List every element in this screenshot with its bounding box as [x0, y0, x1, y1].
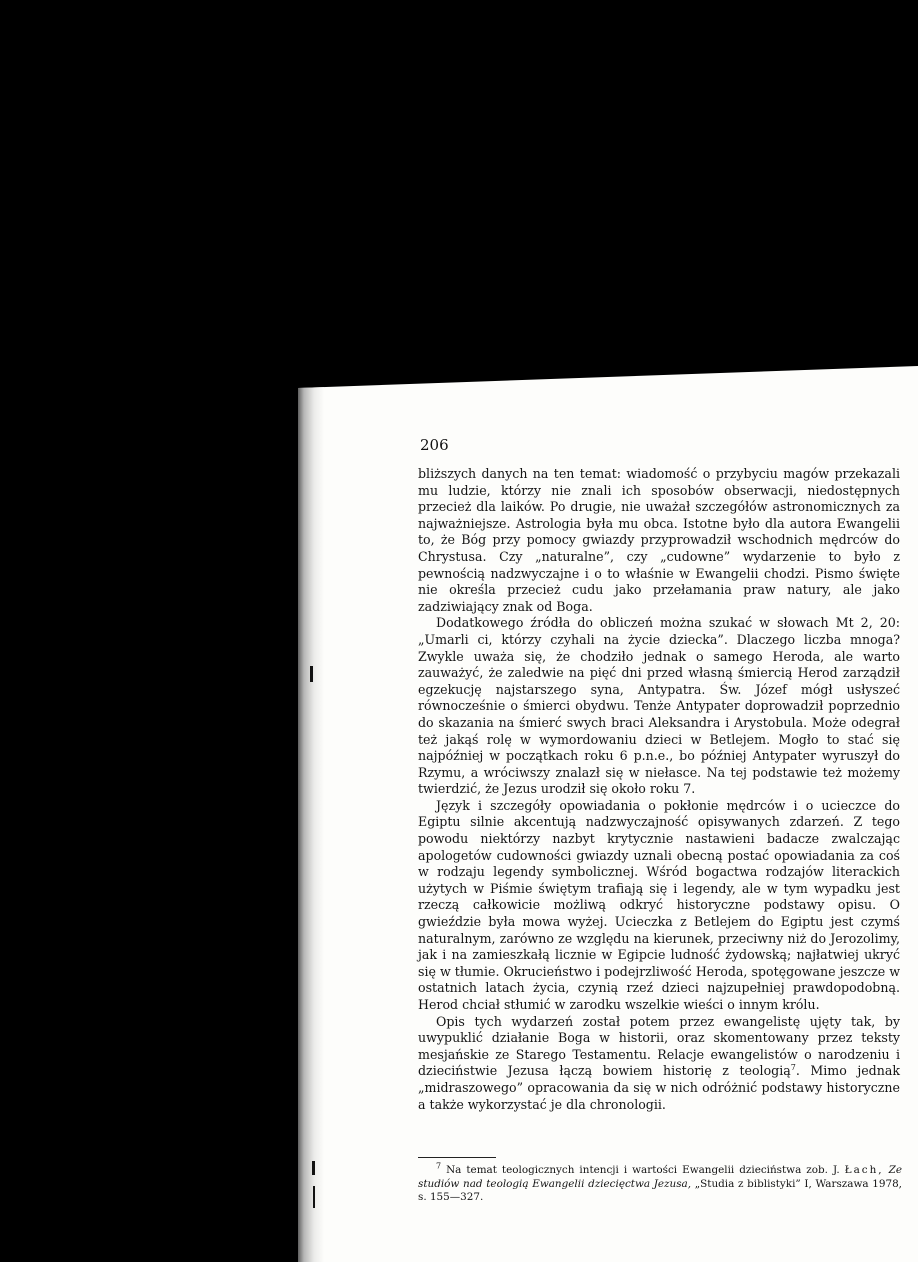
footnote: [418, 1161, 902, 1205]
edge-mark: [310, 666, 313, 682]
page-number: 206: [420, 436, 449, 454]
footnote-title: Ze studiów nad teologią Ewangelii dziecięctwa Jezusa,: [418, 1164, 902, 1190]
footnote-divider: [418, 1157, 496, 1158]
body-text: [418, 466, 900, 1113]
footnote-source: „Studia z biblistyki” I, Warszawa 1978, s. 155—327.: [418, 1177, 902, 1203]
edge-mark: [313, 1186, 315, 1208]
paragraph: Opis tych wydarzeń został potem przez ewangelistę ujęty tak, by uwypuklić działanie Boga w historii, oraz skomentowany przez teksty mesjańskie ze Starego Testamentu. Relacje ewangelistów o narodzeniu i dzieciństwie Jezusa łączą bowiem historię z teologią$^7$. Mimo jednak „midraszowego” opracowania da się w nich odróżnić podstawy historyczne a także wykorzystać je dla chronologii.: [418, 1013, 900, 1112]
paragraph-text: Mimo jednak „midraszowego” opracowania da się w nich odróżnić podstawy historyczne a także wykorzystać je dla chronologii.: [418, 1063, 900, 1112]
paragraph: Język i szczegóły opowiadania o pokłonie mędrców i o ucieczce do Egiptu silnie akcentują nadzwyczajność opisywanych zdarzeń. Z tego powodu niektórzy nazbyt krytycznie nastawieni badacze zwalczając apologetów cudowności gwiazdy uznali obecną postać opowiadania za coś w rodzaju legendy symbolicznej. Wśród bogactwa rodzajów literackich użytych w Piśmie świętym trafiają się i legendy, ale w tym wypadku jest rzeczą całkowicie możliwą odkryć historyczne podstawy opisu. O gwieździe była mowa wyżej. Ucieczka z Betlejem do Egiptu jest czymś naturalnym, zarówno ze względu na kierunek, przeciwny niż do Jerozolimy, jak i na zamieszkałą licznie w Egipcie ludność żydowską; najłatwiej ukryć się w tłumie. Okrucieństwo i podejrzliwość Heroda, spotęgowane jeszcze w ostatnich latach życia, czynią rzeź dzieci najzupełniej prawdopodobną. Herod chciał stłumić w zarodku wszelkie wieści o innym królu.: [418, 797, 900, 1012]
footnote-author: Łach,: [844, 1164, 884, 1176]
paragraph: bliższych danych na ten temat: wiadomość o przybyciu magów przekazali mu ludzie, którzy nie znali ich sposobów obserwacji, niedostępnych przecież dla laików. Po drugie, nie uważał szczegółów astronomicznych za najważniejsze. Astrologia była mu obca. Istotne było dla autora Ewangelii to, że Bóg przy pomocy gwiazdy przyprowadził wschodnich mędrców do Chrystusa. Czy „naturalne”, czy „cudowne” wydarzenie to było z pewnością nadzwyczajne i o to właśnie w Ewangelii chodzi. Pismo święte nie określa przecież cudu jako przełamania praw natury, ale jako zadziwiający znak od Boga.: [418, 466, 900, 614]
paragraph-text: Opis tych wydarzeń został potem przez ewangelistę ujęty tak, by uwypuklić działanie Boga w historii, oraz skomentowany przez teksty mesjańskie ze Starego Testamentu. Relacje ewangelistów o narodzeniu i dzieciństwie Jezusa łączą bowiem historię z teologią: [418, 1013, 900, 1079]
footnote-lead: Na temat teologicznych intencji i wartości Ewangelii dzieciństwa zob. J.: [446, 1164, 840, 1176]
footnote-reference[interactable]: 7: [790, 1063, 796, 1073]
paragraph: Dodatkowego źródła do obliczeń można szukać w słowach Mt 2, 20: „Umarli ci, którzy czyhali na życie dziecka”. Dlaczego liczba mnoga? Zwykle uważa się, że chodziło jednak o samego Heroda, ale warto zauważyć, że zaledwie na pięć dni przed własną śmiercią Herod zarządził egzekucję najstarszego syna, Antypatra. Św. Józef mógł usłyszeć równocześnie o śmierci obydwu. Tenże Antypater doprowadził poprzednio do skazania na śmierć swych braci Aleksandra i Arystobula. Może odegrał też jakąś rolę w wymordowaniu dzieci w Betlejem. Mogło to stać się najpóźniej w początkach roku 6 p.n.e., bo później Antypater wyruszył do Rzymu, a wróciwszy znalazł się w niełasce. Na tej podstawie też możemy twierdzić, że Jezus urodził się około roku 7.: [418, 615, 900, 797]
footnote-marker: 7: [436, 1161, 442, 1171]
edge-mark: [312, 1161, 315, 1175]
paper-binding-edge: [298, 366, 324, 1262]
